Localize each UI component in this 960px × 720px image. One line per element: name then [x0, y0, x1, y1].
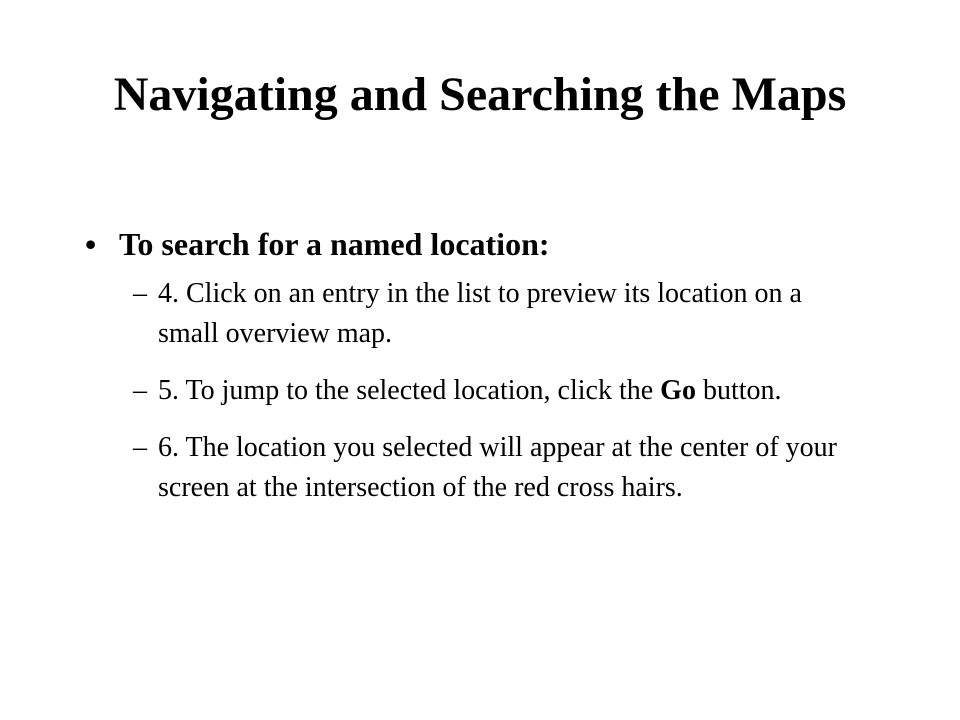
- dash-marker: –: [133, 278, 147, 309]
- bullet-marker: •: [85, 226, 97, 262]
- go-button-label: Go: [660, 375, 696, 406]
- step-6-text: 6. The location you selected will appear at the center of your screen at the intersection of the red cross hairs.: [158, 432, 837, 503]
- slide-title: Navigating and Searching the Maps: [113, 68, 847, 121]
- main-bullet-text: To search for a named location:: [119, 226, 550, 262]
- step-4-text: 4. Click on an entry in the list to preview its location on a small overview map.: [158, 278, 802, 349]
- step-4: [85, 274, 848, 354]
- step-5-text-after: button.: [695, 375, 782, 406]
- main-bullet: [85, 224, 885, 264]
- step-5: [85, 371, 848, 411]
- step-5-text-before: 5. To jump to the selected location, click the: [158, 375, 661, 406]
- dash-marker: –: [133, 375, 147, 406]
- step-6: [85, 428, 848, 508]
- slide-content: [85, 224, 885, 525]
- dash-marker: –: [133, 432, 147, 463]
